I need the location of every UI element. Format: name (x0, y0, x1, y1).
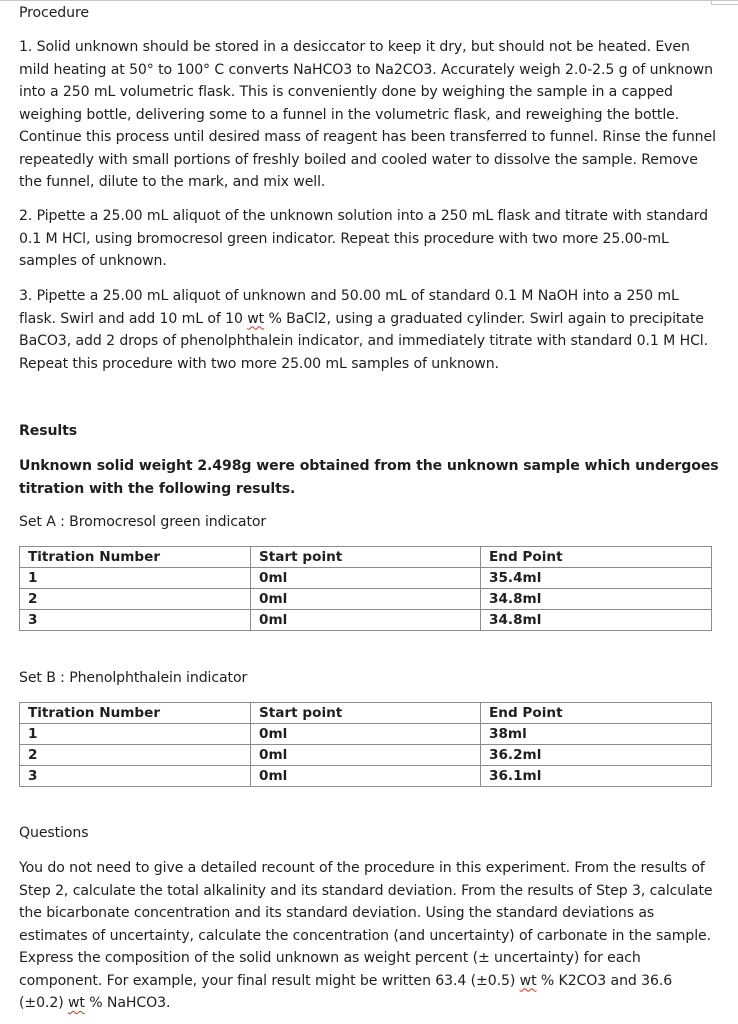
table-header-row (20, 703, 712, 724)
cell-titration-number: 1 (20, 568, 251, 589)
cell-end-point: 35.4ml (481, 568, 712, 589)
set-a-label: Set A : Bromocresol green indicator (19, 514, 267, 530)
top-border (0, 0, 738, 1)
procedure-step-3 (19, 285, 719, 375)
cell-titration-number: 3 (20, 610, 251, 631)
spellcheck-word-wt[interactable]: wt (68, 995, 85, 1011)
results-heading: Results (19, 423, 78, 439)
questions-body (19, 857, 719, 1015)
cell-titration-number: 1 (20, 724, 251, 745)
table-row (20, 589, 712, 610)
table-header-row (20, 547, 712, 568)
cell-start-point: 0ml (251, 766, 481, 787)
procedure-step-2: 2. Pipette a 25.00 mL aliquot of the unknown solution into a 250 mL flask and titrate with standard 0.1 M HCl, using bromocresol green indicator. Repeat this procedure with two more 25.00-mL samples of unknown. (19, 208, 708, 269)
cell-end-point: 34.8ml (481, 610, 712, 631)
procedure-heading: Procedure (19, 5, 89, 21)
cell-end-point: 34.8ml (481, 589, 712, 610)
cell-end-point: 38ml (481, 724, 712, 745)
table-row (20, 745, 712, 766)
header-start-point: Start point (251, 547, 481, 568)
cell-start-point: 0ml (251, 724, 481, 745)
cell-end-point: 36.1ml (481, 766, 712, 787)
header-titration-number: Titration Number (20, 703, 251, 724)
questions-text-end: % NaHCO3. (84, 995, 171, 1011)
spellcheck-word-wt[interactable]: wt (247, 310, 265, 327)
table-row (20, 610, 712, 631)
header-end-point: End Point (481, 703, 712, 724)
table-row (20, 724, 712, 745)
set-a-table (19, 546, 712, 631)
cell-start-point: 0ml (251, 610, 481, 631)
table-row (20, 568, 712, 589)
set-b-label: Set B : Phenolphthalein indicator (19, 670, 248, 686)
step3-text-end: % BaCl2, using a graduated cylinder. Swirl again to precipitate BaCO3, add 2 drops of phenolphthalein indicator, and immediately titrate with standard 0.1 M HCl. Repeat this procedure with two more 25.00 mL samples of unknown. (19, 310, 709, 372)
results-intro: Unknown solid weight 2.498g were obtained from the unknown sample which undergoes titration with the following results. (19, 458, 719, 497)
cell-start-point: 0ml (251, 568, 481, 589)
header-end-point: End Point (481, 547, 712, 568)
procedure-step-1: 1. Solid unknown should be stored in a desiccator to keep it dry, but should not be heated. Even mild heating at 50° to 100° C converts NaHCO3 to Na2CO3. Accurately weigh 2.0-2.5 g of unknown into a 250 mL volumetric flask. This is conveniently done by weighing the sample in a capped weighing bottle, delivering some to a funnel in the volumetric flask, and reweighing the bottle. Continue this process until desired mass of reagent has been transferred to funnel. Rinse the funnel repeatedly with small portions of freshly boiled and cooled water to dissolve the sample. Remove the funnel, dilute to the mark, and mix well. (19, 39, 716, 190)
table-row (20, 766, 712, 787)
cell-start-point: 0ml (251, 745, 481, 766)
cell-titration-number: 3 (20, 766, 251, 787)
spellcheck-word-wt[interactable]: wt (519, 972, 537, 989)
cell-titration-number: 2 (20, 745, 251, 766)
cell-titration-number: 2 (20, 589, 251, 610)
questions-text-middle: % K2CO3 and 36.6 (±0.2) (19, 972, 673, 1011)
header-start-point: Start point (251, 703, 481, 724)
cell-start-point: 0ml (251, 589, 481, 610)
questions-heading: Questions (19, 825, 89, 841)
header-titration-number: Titration Number (20, 547, 251, 568)
questions-text-start: You do not need to give a detailed recount of the procedure in this experiment. From the results of Step 2, calculate the total alkalinity and its standard deviation. From the results of Step 3, calculate the bicarbonate concentration and its standard deviation. Using the standard deviations as estimates of uncertainty, calculate the concentration (and uncertainty) of carbonate in the sample. Express the composition of the solid unknown as weight percent (± uncertainty) for each component. For example, your final result might be written 63.4 (±0.5) (19, 860, 713, 989)
step3-text-start: 3. Pipette a 25.00 mL aliquot of unknown and 50.00 mL of standard 0.1 M NaOH into a 250 mL flask. Swirl and add 10 mL of 10 (19, 288, 679, 327)
set-b-table (19, 702, 712, 787)
cell-end-point: 36.2ml (481, 745, 712, 766)
